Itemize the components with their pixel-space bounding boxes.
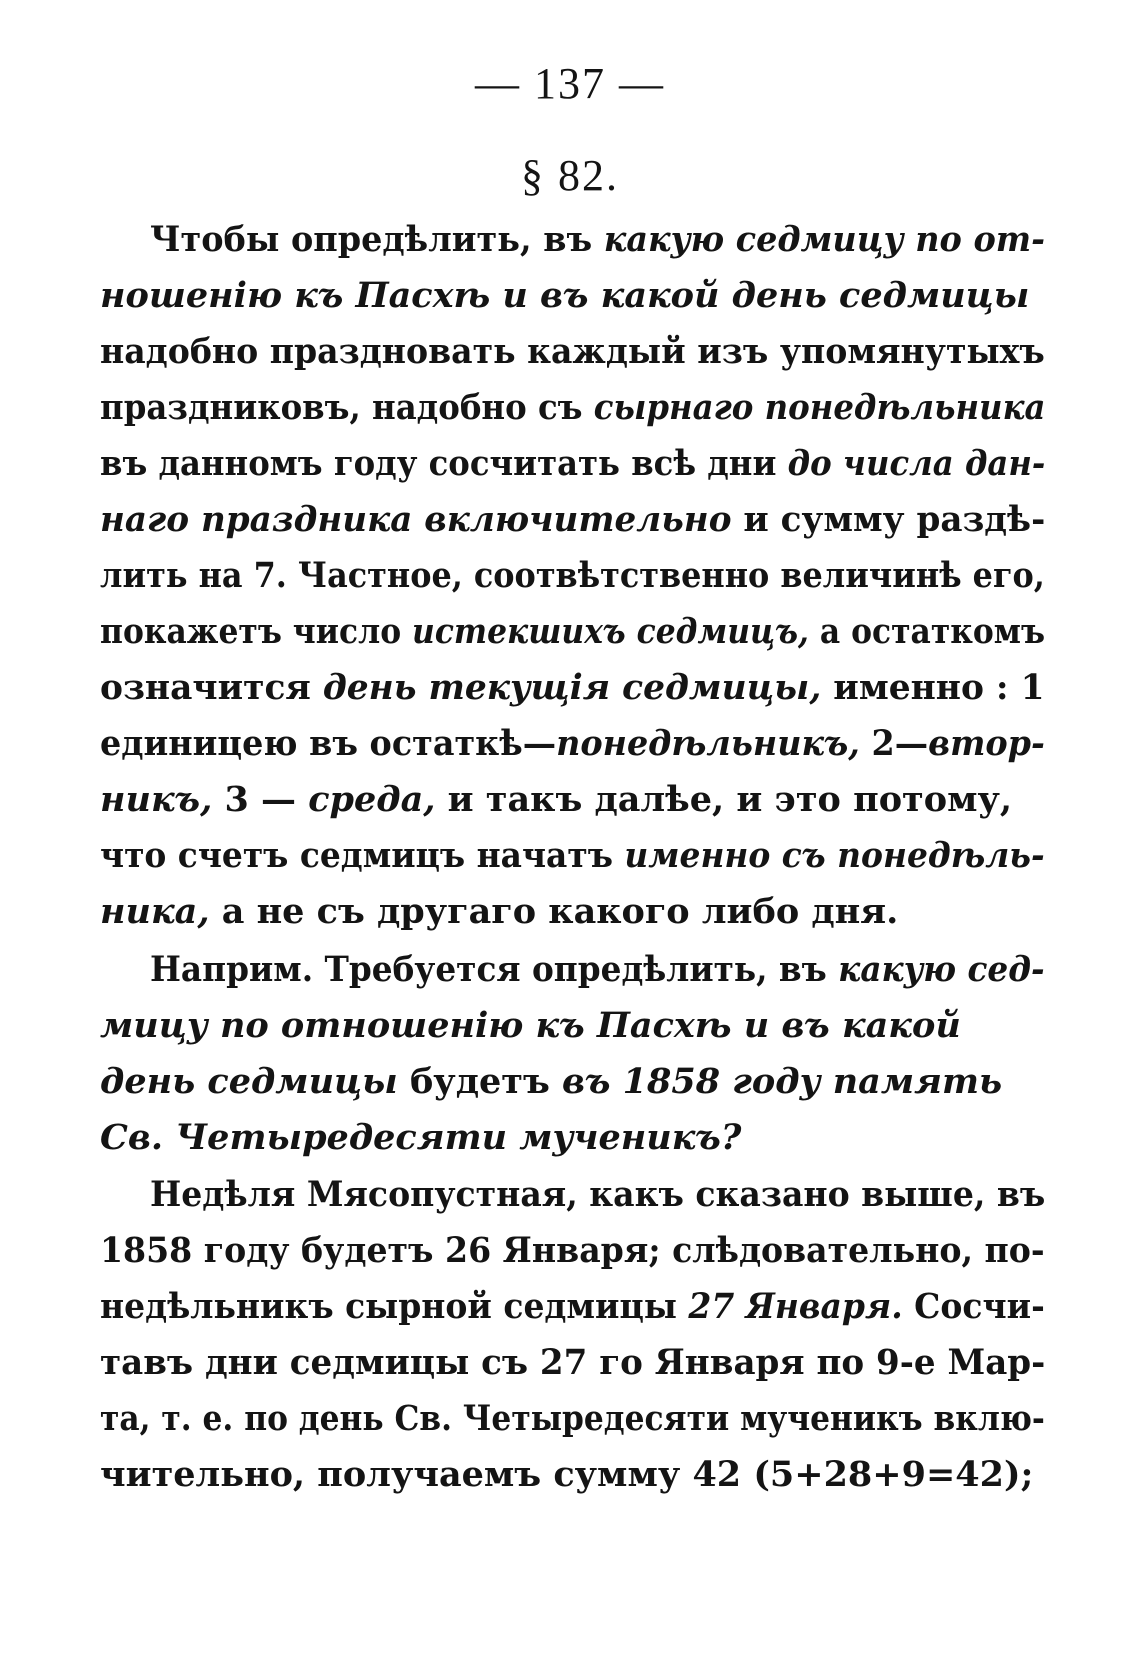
italic-text: 27 Января. [688,1286,903,1327]
text-line [100,387,1046,428]
text-segment: чительно, получаемъ сумму 42 (5+28+9=42); [100,1454,1034,1495]
text-segment: недѣльникъ сырной седмицы [100,1286,689,1327]
text-segment: что счетъ седмицъ начатъ [100,835,625,876]
italic-text: въ 1858 году память [562,1061,1003,1102]
text-line [100,555,1045,596]
text-segment: надобно праздновать каждый изъ упомянутыхъ [100,331,1045,372]
text-segment: именно : 1 [821,667,1045,708]
text-segment: 2— [859,723,929,764]
text-line [100,1230,1045,1271]
text-line [100,835,1045,876]
italic-text: день текущія седмицы, [322,667,822,708]
italic-text: день седмицы [100,1061,398,1102]
text-segment: покажетъ число [100,611,413,652]
text-line [100,1118,1045,1158]
page-number: — 137 — [475,59,665,108]
text-segment: а остаткомъ [808,611,1046,652]
text-segment: 3 — [212,779,309,820]
text-segment: Чтобы опредѣлить, въ [150,219,604,260]
italic-text: втор- [928,723,1045,764]
text-segment: Недѣля Мясопустная, какъ сказано выше, въ [150,1174,1046,1215]
text-line [100,1006,1045,1046]
text-line [100,499,1046,540]
text-line [100,443,1046,484]
italic-text: какую сед- [838,949,1045,990]
text-segment: Сосчи- [902,1286,1045,1327]
italic-text: понедѣльникъ, [556,723,860,764]
italic-text: наго праздника включительно [100,499,732,540]
text-line [100,1286,1045,1327]
text-segment: и такъ далѣе, и это потому, [435,779,1013,820]
text-segment: а не съ другаго какого либо дня. [209,891,899,932]
text-segment: въ данномъ году сосчитать всѣ дни [100,443,788,484]
text-line [100,1398,1045,1439]
section-heading: § 82. [521,151,619,200]
text-segment: тавъ дни седмицы съ 27 го Января по 9-е Мар- [100,1342,1046,1383]
text-line [100,892,1045,932]
italic-text: мицу по отношенію къ Пасхѣ и въ какой [100,1005,961,1046]
text-line [100,1455,1045,1495]
italic-text: никъ, [100,779,213,820]
text-line [100,780,1045,820]
text-segment: та, т. е. по день Св. Четыредесяти мученикъ вклю- [100,1398,1045,1439]
text-line [100,723,1045,764]
text-line [100,1062,1045,1102]
text-segment: 1858 году будетъ 26 Января; слѣдовательно, по- [100,1230,1045,1271]
italic-text: среда, [308,779,436,820]
italic-text: истекшихъ седмицъ, [412,611,809,652]
text-line [100,276,1045,316]
text-segment: лить на 7. Частное, соотвѣтственно величинѣ его, [100,555,1045,596]
italic-text: Св. Четыредесяти мученикъ? [100,1117,742,1158]
text-line [100,1342,1046,1383]
text-segment: единицею въ остаткѣ— [100,723,557,764]
text-line [100,331,1045,372]
italic-text: сырнаго понедѣльника [593,387,1046,428]
text-line [100,667,1045,708]
text-segment: Наприм. Требуется опредѣлить, въ [150,949,839,990]
italic-text: ношенію къ Пасхѣ и въ какой день седмицы [100,275,1030,316]
text-line [100,611,1046,652]
text-line [150,1174,1046,1215]
text-line [150,949,1045,990]
text-segment: будетъ [397,1061,563,1102]
text-line [150,219,1046,260]
italic-text: ника, [100,891,210,932]
text-segment: и сумму раздѣ- [731,499,1046,540]
text-segment: означится [100,667,323,708]
text-segment: праздниковъ, надобно съ [100,387,594,428]
italic-text: до числа дан- [787,443,1046,484]
italic-text: именно съ понедѣль- [624,835,1045,876]
italic-text: какую седмицу по от- [603,219,1046,260]
